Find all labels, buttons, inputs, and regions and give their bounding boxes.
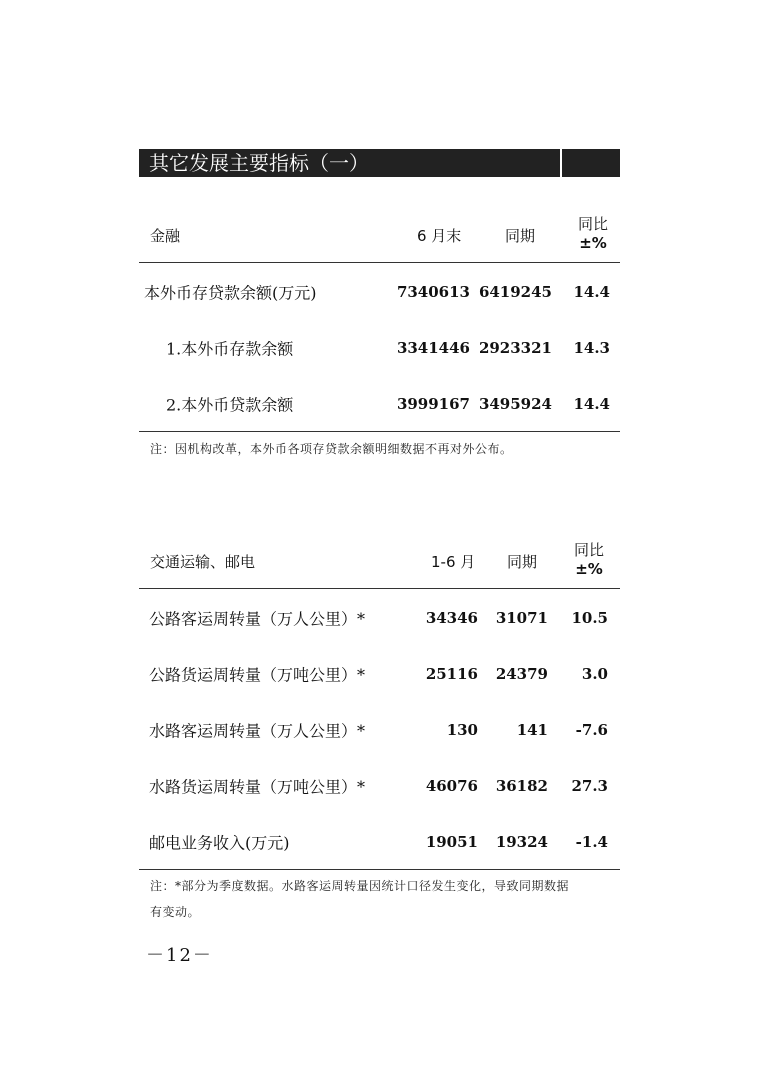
row-value-col1: 3341446 [396,339,470,357]
finance-table-header [139,200,620,270]
row-value-col3: -1.4 [575,833,608,851]
row-value-col3: 14.4 [573,283,610,301]
finance-col2-header: 同期 [505,227,536,245]
row-value-col1: 130 [446,721,478,739]
row-value-col1: 46076 [425,777,478,795]
col3-header-line1: 同比 [573,541,604,559]
transport-table-header [139,526,620,596]
row-label: 2.本外币贷款余额 [166,395,294,415]
col3-header-line2: ±% [575,560,603,578]
table-row [139,590,620,646]
row-label: 公路客运周转量（万人公里）* [149,609,366,629]
row-label: 邮电业务收入(万元) [149,833,290,853]
row-value-col3: 14.3 [573,339,610,357]
row-label: 本外币存贷款余额(万元) [144,283,317,303]
row-label: 水路客运周转量（万人公里）* [149,721,366,741]
row-value-col1: 25116 [425,665,478,683]
finance-col1-header: 6 月末 [417,227,462,245]
row-value-col3: 14.4 [573,395,610,413]
row-value-col3: -7.6 [575,721,608,739]
row-value-col2: 141 [516,721,548,739]
row-value-col2: 3495924 [478,395,552,413]
footer-rule [139,431,620,432]
row-value-col2: 2923321 [478,339,552,357]
table-row [139,320,620,376]
row-value-col2: 19324 [495,833,548,851]
section-title-bar [139,149,620,177]
row-label: 水路货运周转量（万吨公里）* [149,777,366,797]
transport-category-label: 交通运输、邮电 [150,553,256,571]
row-value-col3: 10.5 [571,609,608,627]
row-value-col3: 27.3 [571,777,608,795]
finance-note: 注：因机构改革，本外币各项存贷款余额明细数据不再对外公布。 [150,442,513,456]
header-rule [139,588,620,589]
col3-header-line1: 同比 [577,215,608,233]
table-row [139,646,620,702]
table-row [139,758,620,814]
transport-col3-header [569,541,609,579]
row-value-col2: 6419245 [478,283,552,301]
row-value-col2: 36182 [495,777,548,795]
title-divider [560,149,562,177]
transport-note [150,873,569,925]
row-value-col1: 7340613 [396,283,470,301]
finance-category-label: 金融 [150,227,181,245]
row-value-col1: 3999167 [396,395,470,413]
transport-note-line1: 注：*部分为季度数据。水路客运周转量因统计口径发生变化，导致同期数据 [150,879,570,893]
row-value-col1: 34346 [425,609,478,627]
finance-table [139,200,620,415]
row-label: 公路货运周转量（万吨公里）* [149,665,366,685]
transport-note-line2: 有变动。 [150,905,201,919]
row-value-col2: 24379 [495,665,548,683]
footer-rule [139,869,620,870]
col3-header-line2: ±% [579,234,607,252]
row-value-col1: 19051 [425,833,478,851]
table-row [139,814,620,870]
row-value-col2: 31071 [495,609,548,627]
table-row [139,702,620,758]
transport-col1-header: 1-6 月 [431,553,476,571]
header-rule [139,262,620,263]
page-number: －12－ [146,945,213,966]
table-row [139,264,620,320]
row-value-col3: 3.0 [581,665,608,683]
finance-col3-header [573,215,613,253]
transport-col2-header: 同期 [507,553,538,571]
table-row [139,376,620,432]
row-label: 1.本外币存款余额 [166,339,294,359]
transport-table [139,526,620,853]
section-title: 其它发展主要指标（一） [149,151,369,175]
